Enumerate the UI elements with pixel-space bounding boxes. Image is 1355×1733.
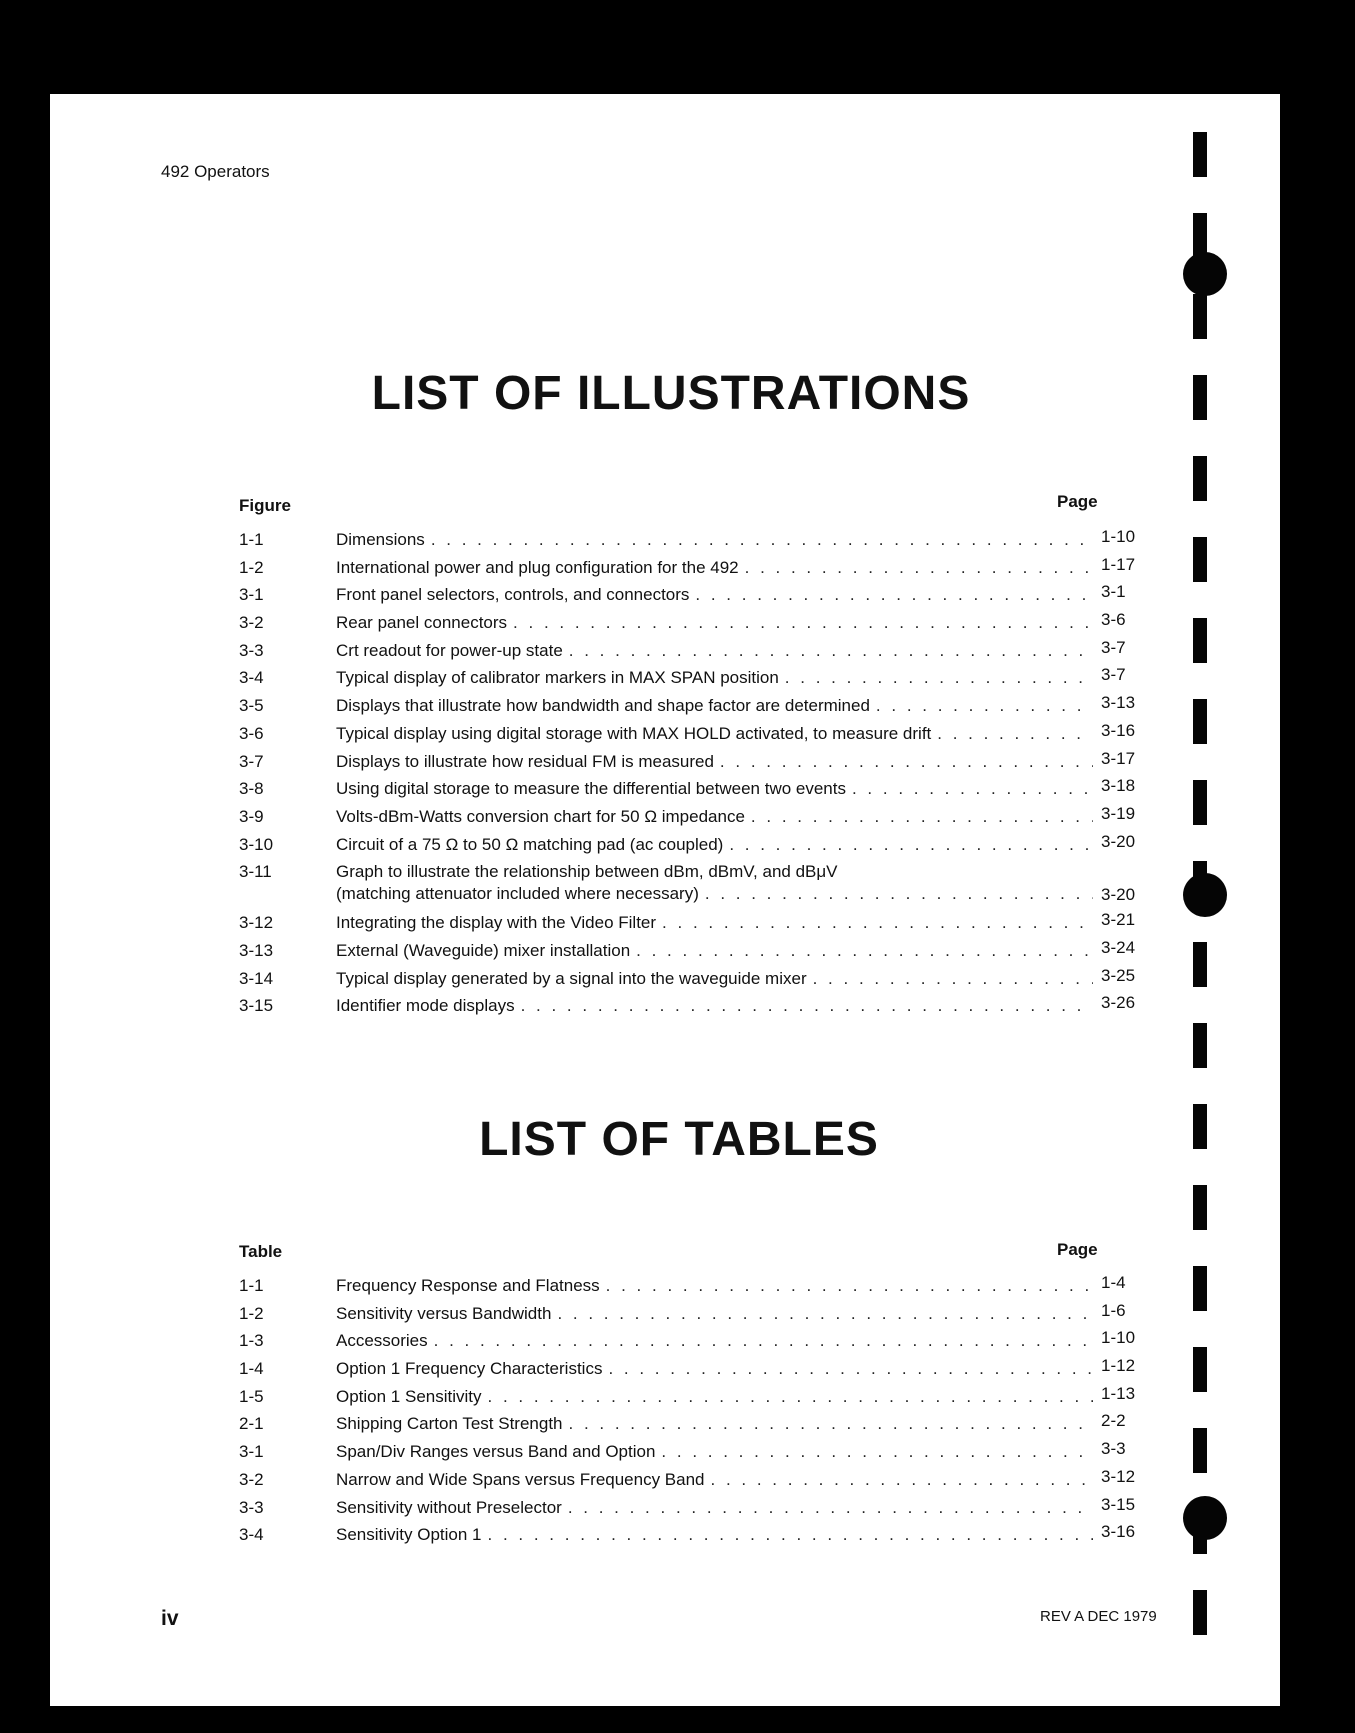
binding-slot xyxy=(1193,1104,1207,1149)
entry-title-text: (matching attenuator included where necessary) xyxy=(336,884,699,904)
entry-title-text: Crt readout for power-up state xyxy=(336,640,563,660)
binding-slot xyxy=(1193,699,1207,744)
entry-number: 1-3 xyxy=(239,1331,264,1351)
dot-leader xyxy=(852,778,1093,800)
entry-title-line xyxy=(336,1497,1093,1519)
toc-entry xyxy=(239,635,1151,663)
entry-title-text: Typical display generated by a signal into the waveguide mixer xyxy=(336,968,807,988)
entry-number: 3-13 xyxy=(239,940,274,960)
entry-page-number: 1-10 xyxy=(1101,1328,1136,1348)
toc-entry xyxy=(239,1325,1151,1353)
entry-number: 3-5 xyxy=(239,696,264,716)
entry-title-line xyxy=(336,1303,1093,1325)
entry-number: 3-7 xyxy=(239,751,264,771)
entry-title xyxy=(336,529,1093,551)
entry-number: 3-3 xyxy=(239,1497,264,1517)
illustrations-list xyxy=(239,524,1151,1018)
dot-leader xyxy=(813,968,1093,990)
entry-title-text: Displays to illustrate how residual FM is measured xyxy=(336,751,714,771)
binding-slot xyxy=(1193,1428,1207,1473)
entry-number: 3-12 xyxy=(239,913,274,933)
entry-title-text: International power and plug configuration for the 492 xyxy=(336,557,739,577)
toc-entry xyxy=(239,963,1151,991)
entry-title xyxy=(336,1330,1093,1352)
entry-number: 3-2 xyxy=(239,613,264,633)
entry-title-line xyxy=(336,1275,1093,1297)
toc-entry xyxy=(239,662,1151,690)
entry-title-text: Dimensions xyxy=(336,530,425,549)
dot-leader xyxy=(785,667,1093,689)
entry-title xyxy=(336,1275,1093,1297)
entry-title-text: Sensitivity without Preselector xyxy=(336,1497,562,1517)
entry-page-number: 3-7 xyxy=(1101,637,1126,657)
dot-leader xyxy=(636,940,1093,962)
entry-title-line xyxy=(336,751,1093,773)
entry-page-number: 3-12 xyxy=(1101,1466,1136,1486)
entry-title-text: Volts-dBm-Watts conversion chart for 50 Ω impedance xyxy=(336,806,745,826)
entry-number: 3-15 xyxy=(239,996,274,1016)
entry-title xyxy=(336,1497,1093,1519)
binding-slot xyxy=(1193,213,1207,258)
toc-entry xyxy=(239,524,1151,552)
entry-title xyxy=(336,912,1093,934)
toc-entry xyxy=(239,1492,1151,1520)
binding-slot xyxy=(1193,294,1207,339)
entry-title-text: Rear panel connectors xyxy=(336,613,508,633)
entry-number: 3-3 xyxy=(239,640,264,660)
page-folio: iv xyxy=(161,1607,179,1630)
dot-leader xyxy=(729,834,1093,856)
entry-title-text: Option 1 Frequency Characteristics xyxy=(336,1359,603,1379)
entry-title xyxy=(336,557,1093,579)
dot-leader xyxy=(937,723,1093,745)
dot-leader xyxy=(434,1330,1093,1352)
tables-page-column-header: Page xyxy=(1057,1240,1098,1259)
toc-entry xyxy=(239,990,1151,1018)
entry-title xyxy=(336,1441,1093,1463)
entry-title-text: Option 1 Sensitivity xyxy=(336,1386,482,1406)
entry-title-line xyxy=(336,584,1093,606)
entry-page-number: 1-4 xyxy=(1101,1273,1126,1292)
entry-title-line xyxy=(336,995,1093,1017)
entry-title xyxy=(336,1358,1093,1380)
entry-page-number: 3-15 xyxy=(1101,1494,1136,1514)
entry-title-line xyxy=(336,806,1093,828)
binding-slot xyxy=(1193,1509,1207,1554)
toc-entry xyxy=(239,829,1151,857)
entry-title-text: Circuit of a 75 Ω to 50 Ω matching pad (ac coupled) xyxy=(336,834,724,854)
entry-number: 3-6 xyxy=(239,723,264,743)
entry-page-number: 3-17 xyxy=(1101,748,1136,768)
toc-entry xyxy=(239,607,1151,635)
entry-number: 3-1 xyxy=(239,1442,264,1462)
entry-title xyxy=(336,778,1093,800)
binding-slot xyxy=(1193,132,1207,177)
entry-title-line xyxy=(336,883,1093,905)
entry-number: 3-4 xyxy=(239,668,264,688)
toc-entry xyxy=(239,801,1151,829)
illustrations-page-column-header: Page xyxy=(1057,492,1098,511)
entry-page-number: 3-26 xyxy=(1101,993,1136,1013)
toc-entry xyxy=(239,1519,1151,1547)
entry-title xyxy=(336,995,1093,1017)
entry-title-line xyxy=(336,557,1093,579)
entry-title-line xyxy=(336,1441,1093,1463)
document-page xyxy=(50,94,1280,1706)
entry-number: 1-4 xyxy=(239,1359,264,1379)
entry-title-line: Graph to illustrate the relationship between dBm, dBmV, and dBμV xyxy=(336,862,838,882)
illustrations-title: LIST OF ILLUSTRATIONS xyxy=(371,367,971,420)
entry-title-line xyxy=(336,723,1093,745)
binding-slot xyxy=(1193,942,1207,987)
binding-slot xyxy=(1193,375,1207,420)
entry-title-text: Using digital storage to measure the differential between two events xyxy=(336,779,846,799)
toc-entry xyxy=(239,1381,1151,1409)
toc-entry xyxy=(239,1408,1151,1436)
entry-title-text: Identifier mode displays xyxy=(336,996,515,1016)
entry-page-number: 1-6 xyxy=(1101,1300,1126,1320)
entry-number: 1-2 xyxy=(239,557,264,577)
dot-leader xyxy=(720,751,1093,773)
entry-title xyxy=(336,940,1093,962)
entry-title xyxy=(336,612,1093,634)
dot-leader xyxy=(488,1386,1093,1408)
entry-page-number: 1-12 xyxy=(1101,1356,1136,1376)
entry-page-number: 3-16 xyxy=(1101,720,1136,740)
dot-leader xyxy=(662,912,1093,934)
dot-leader xyxy=(695,584,1093,606)
entry-title-line xyxy=(336,940,1093,962)
entry-title-text: External (Waveguide) mixer installation xyxy=(336,940,631,960)
entry-title-text: Frequency Response and Flatness xyxy=(336,1276,600,1295)
toc-entry xyxy=(239,746,1151,774)
toc-entry xyxy=(239,1298,1151,1326)
entry-title xyxy=(336,806,1093,828)
entry-title xyxy=(336,640,1093,662)
toc-entry xyxy=(239,1436,1151,1464)
revision-label: REV A DEC 1979 xyxy=(1040,1608,1157,1625)
dot-leader xyxy=(431,529,1093,551)
toc-entry xyxy=(239,1270,1151,1298)
entry-title-line xyxy=(336,1358,1093,1380)
entry-number: 3-11 xyxy=(239,862,272,882)
toc-entry xyxy=(239,1353,1151,1381)
figure-column-header: Figure xyxy=(239,496,291,515)
entry-title-text: Accessories xyxy=(336,1331,428,1351)
entry-page-number: 3-18 xyxy=(1101,776,1136,796)
entry-title-line xyxy=(336,640,1093,662)
toc-entry xyxy=(239,773,1151,801)
entry-page-number: 2-2 xyxy=(1101,1411,1126,1431)
running-head: 492 Operators xyxy=(161,162,270,181)
entry-title xyxy=(336,695,1093,717)
entry-title xyxy=(336,584,1093,606)
tables-title: LIST OF TABLES xyxy=(479,1113,879,1166)
toc-entry xyxy=(239,856,1151,907)
binding-slot xyxy=(1193,780,1207,825)
binding-slot xyxy=(1193,1023,1207,1068)
entry-number: 1-1 xyxy=(239,1276,264,1295)
entry-page-number: 3-13 xyxy=(1101,693,1136,713)
toc-entry xyxy=(239,935,1151,963)
dot-leader xyxy=(711,1469,1093,1491)
toc-entry xyxy=(239,690,1151,718)
dot-leader xyxy=(521,995,1093,1017)
toc-entry xyxy=(239,579,1151,607)
dot-leader xyxy=(569,640,1093,662)
binding-slot xyxy=(1193,1347,1207,1392)
entry-number: 2-1 xyxy=(239,1414,264,1434)
entry-title-line xyxy=(336,1524,1093,1546)
entry-number: 3-9 xyxy=(239,806,264,826)
entry-title-line xyxy=(336,1386,1093,1408)
entry-page-number: 3-20 xyxy=(1101,831,1136,851)
entry-title-text: Integrating the display with the Video Filter xyxy=(336,913,657,933)
entry-title xyxy=(336,667,1093,689)
binding-slot xyxy=(1193,1590,1207,1635)
entry-title-text: Typical display of calibrator markers in MAX SPAN position xyxy=(336,668,779,688)
entry-page-number: 3-19 xyxy=(1101,803,1136,823)
entry-number: 3-8 xyxy=(239,779,264,799)
binding-slot xyxy=(1193,618,1207,663)
dot-leader xyxy=(488,1524,1093,1546)
entry-title-line xyxy=(336,695,1093,717)
entry-title xyxy=(336,861,1093,905)
punch-hole xyxy=(1183,252,1227,296)
tables-list xyxy=(239,1270,1151,1547)
entry-title-text: Narrow and Wide Spans versus Frequency Band xyxy=(336,1469,705,1489)
entry-title xyxy=(336,723,1093,745)
entry-number: 1-5 xyxy=(239,1386,264,1406)
toc-entry xyxy=(239,907,1151,935)
entry-page-number: 3-24 xyxy=(1101,937,1136,957)
entry-title-text: Typical display using digital storage with MAX HOLD activated, to measure drift xyxy=(336,723,932,743)
entry-page-number: 3-16 xyxy=(1101,1522,1136,1542)
entry-title xyxy=(336,1524,1093,1546)
entry-title-line xyxy=(336,529,1093,551)
dot-leader xyxy=(568,1497,1093,1519)
entry-page-number: 1-13 xyxy=(1101,1383,1136,1403)
entry-title-line xyxy=(336,667,1093,689)
dot-leader xyxy=(608,1358,1093,1380)
entry-title-text: Displays that illustrate how bandwidth and shape factor are determined xyxy=(336,696,870,716)
entry-title xyxy=(336,1303,1093,1325)
dot-leader xyxy=(876,695,1093,717)
entry-page-number: 3-7 xyxy=(1101,665,1126,685)
entry-title xyxy=(336,834,1093,856)
entry-number: 3-2 xyxy=(239,1469,264,1489)
entry-number: 1-1 xyxy=(239,530,264,549)
toc-entry xyxy=(239,1464,1151,1492)
entry-title-line xyxy=(336,968,1093,990)
entry-page-number: 3-6 xyxy=(1101,610,1126,630)
dot-leader xyxy=(745,557,1093,579)
entry-number: 3-4 xyxy=(239,1525,264,1545)
entry-title-text: Sensitivity Option 1 xyxy=(336,1525,482,1545)
binding-slot xyxy=(1193,861,1207,906)
entry-title xyxy=(336,1413,1093,1435)
entry-page-number: 3-3 xyxy=(1101,1439,1126,1459)
entry-title-line xyxy=(336,834,1093,856)
binding-slot xyxy=(1193,537,1207,582)
entry-title-line xyxy=(336,912,1093,934)
entry-title-text: Span/Div Ranges versus Band and Option xyxy=(336,1442,656,1462)
entry-title-line xyxy=(336,612,1093,634)
entry-title-text: Shipping Carton Test Strength xyxy=(336,1414,563,1434)
binding-slot xyxy=(1193,1185,1207,1230)
dot-leader xyxy=(661,1441,1093,1463)
binding-slot xyxy=(1193,456,1207,501)
dot-leader xyxy=(606,1275,1093,1297)
entry-page-number: 1-10 xyxy=(1101,527,1136,546)
entry-number: 3-1 xyxy=(239,585,264,605)
dot-leader xyxy=(569,1413,1094,1435)
entry-title xyxy=(336,968,1093,990)
toc-entry xyxy=(239,552,1151,580)
entry-number: 3-14 xyxy=(239,968,274,988)
entry-page-number: 3-21 xyxy=(1101,910,1136,930)
dot-leader xyxy=(705,883,1093,905)
entry-title xyxy=(336,1469,1093,1491)
dot-leader xyxy=(513,612,1093,634)
entry-title xyxy=(336,751,1093,773)
entry-number: 1-2 xyxy=(239,1303,264,1323)
entry-title-text: Sensitivity versus Bandwidth xyxy=(336,1303,552,1323)
entry-number: 3-10 xyxy=(239,834,274,854)
entry-title-line xyxy=(336,1330,1093,1352)
entry-page-number: 3-20 xyxy=(1101,885,1136,905)
entry-page-number: 3-25 xyxy=(1101,965,1136,985)
entry-title-line xyxy=(336,1413,1093,1435)
entry-title-line xyxy=(336,1469,1093,1491)
dot-leader xyxy=(557,1303,1093,1325)
binding-slot xyxy=(1193,1266,1207,1311)
entry-title-text: Front panel selectors, controls, and connectors xyxy=(336,585,690,605)
entry-page-number: 3-1 xyxy=(1101,582,1126,602)
toc-entry xyxy=(239,718,1151,746)
entry-title xyxy=(336,1386,1093,1408)
entry-page-number: 1-17 xyxy=(1101,554,1136,574)
table-column-header: Table xyxy=(239,1242,283,1261)
dot-leader xyxy=(751,806,1093,828)
entry-title-line xyxy=(336,778,1093,800)
